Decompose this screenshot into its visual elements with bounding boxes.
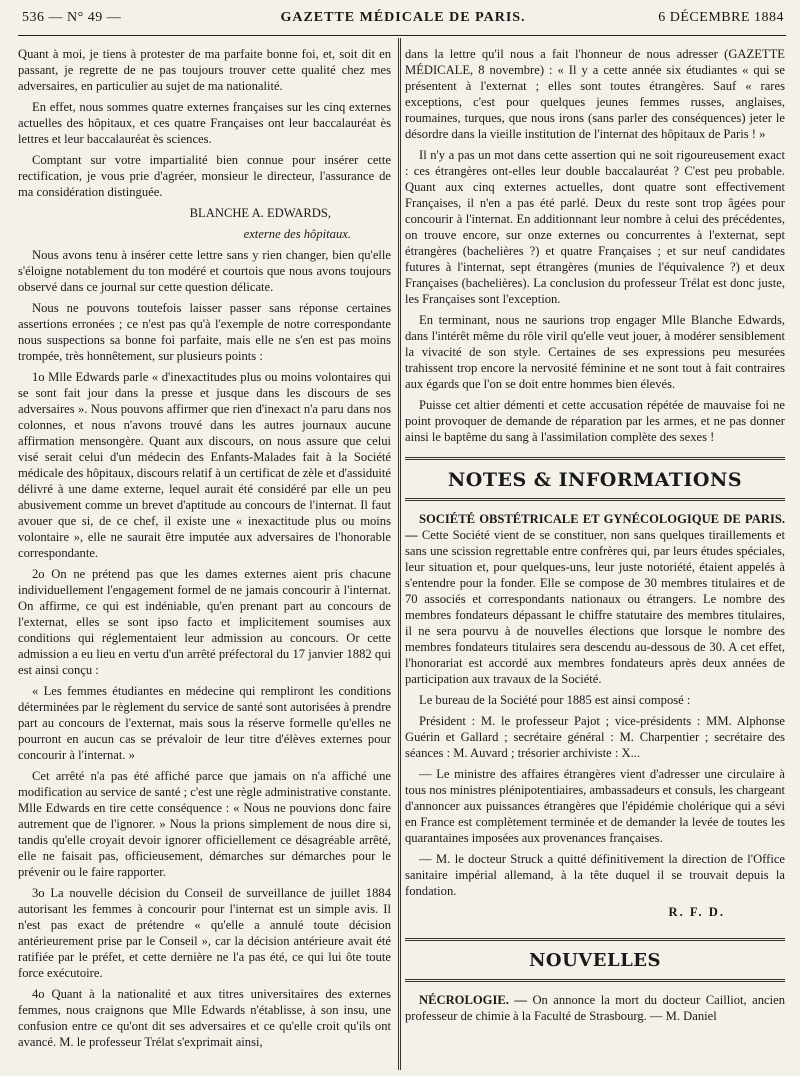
- section-heading-nouvelles: NOUVELLES: [405, 938, 785, 982]
- paragraph: 1o Mlle Edwards parle « d'inexactitudes plus ou moins volontaires qui se sont fait jour dans la presse et jusque dans les discours de ses adversaires ». Nous pouvons affirmer que rien d'inexact n'a paru dans nos colonnes, et nous n'avons trouvé dans les autres journaux aucune affirmation mensongère. Quant aux discours, on nous assure que celui visé serait celui d'un médecin des Enfants-Malades fait à la Société médicale des hôpitaux, discours relatif à un certificat de zèle et d'assiduité délivré à une dame externe, lequel aurait été considéré par elle un peu abusivement comme un brevet d'aptitude au concours de l'internat. Il faut avouer que si, de ce chef, il existe une « inexactitude plus ou moins volontaire », elle ne saurait être imputée aux adversaires de l'honorable correspondante.: [18, 370, 391, 560]
- paragraph: En terminant, nous ne saurions trop engager Mlle Blanche Edwards, dans l'intérêt même du rôle viril qu'elle veut jouer, à modérer sensiblement la vivacité de son style. Certaines de ses expressions peu mesurées trahissent trop encore la nervosité féminine et ne sont tout à fait contraires aux égards que l'on se doit entre hommes bien élevés.: [405, 313, 785, 391]
- paragraph: Nous avons tenu à insérer cette lettre sans y rien changer, bien qu'elle s'éloigne notablement du ton modéré et courtois que nous avons toujours observé dans ce journal sur cette question délicate.: [18, 248, 391, 294]
- news-item: [405, 511, 785, 687]
- page-number: 536 — N° 49 —: [22, 10, 122, 25]
- paragraph: Il n'y a pas un mot dans cette assertion qui ne soit rigoureusement exact : ces étrangères ont-elles leur double baccalauréat ? C'est peu probable. Quant aux cinq externes actuelles, dont quatre sont effectivement Françaises, il n'en a pas été parlé. Deux du reste sont trop âgées pour concourir à l'internat. En additionnant leur nombre à celui des précédentes, on trouve encore, sur onze externes ou concurrentes à l'externat, sept étrangères (bachelières ?) et quatre Françaises ; et sur neuf candidates futures à l'internat, sept étrangères (munies de l'équivalence ?) et deux Françaises (bachelières). La conclusion du professeur Trélat est donc juste, les Françaises sont l'exception.: [405, 148, 785, 306]
- section-signature: R. F. D.: [668, 905, 725, 919]
- header-rule: [18, 35, 786, 36]
- paragraph: Cet arrêté n'a pas été affiché parce que jamais on n'a affiché une modification au service de santé ; c'est une règle administrative constante. Mlle Edwards en tire cette conséquence : « Nous ne pouvions donc faire autrement que de l'ignorer. » Nous la prions simplement de nous dire si, tandis qu'elle croyait devoir ignorer officiellement ce désagréable arrêté, elle ne faisait pas, officieusement, démarches sur démarches pour le prévenir ou le faire rapporter.: [18, 769, 391, 879]
- news-item-text: Cette Société vient de se constituer, non sans quelques tiraillements et sans une scission regrettable entre confrères qui, par leurs études spéciales, leur situation et, pour quelques-uns, leur juste notoriété, étaient appelés à s'entendre pour la fonder. Elle se compose de 30 membres titulaires et de 70 associés et correspondants nationaux ou étrangers. Le nombre des membres fondateurs dépassant le chiffre statutaire des membres titulaires, il ne sera pourvu à de nouvelles élections que lorsque le nombre des membres fondateurs titulaires sera descendu au-dessous de 30. A cet effet, l'honorariat est accordé aux membres fondateurs après deux années de participation aux travaux de la Société.: [405, 528, 785, 686]
- paragraph: Quant à moi, je tiens à protester de ma parfaite bonne foi, et, soit dit en passant, je regrette de ne pas toujours trouver cette qualité chez mes adversaires, en particulier au sujet de ma nationalité.: [18, 47, 391, 93]
- news-item-text: On annonce la mort du docteur Cailliot, ancien professeur de chimie à la Faculté de Strasbourg. — M. Daniel: [405, 993, 785, 1023]
- news-item-lead: SOCIÉTÉ OBSTÉTRICALE ET GYNÉCOLOGIQUE DE PARIS. —: [405, 512, 785, 542]
- paragraph: 2o On ne prétend pas que les dames externes aient pris chacune individuellement l'engagement formel de ne jamais concourir à l'internat. On affirme, ce qui est indéniable, qu'en prenant part au concours de l'externat, elles se sont ipso facto et implicitement soumises aux conditions qui réglementaient leur admission au concours. Or cette admission a eu lieu en vertu d'un arrêté préfectoral du 17 janvier 1882 qui est ainsi conçu :: [18, 567, 391, 677]
- left-column: [18, 46, 391, 1072]
- quoted-decree: « Les femmes étudiantes en médecine qui rempliront les conditions déterminées par le règlement du service de santé sont autorisées à prendre part au concours de l'externat, mais sous la réserve formelle qu'elles ne pourront en aucun cas se prévaloir de leur titre d'élèves externes pour concourir à l'internat. »: [18, 684, 391, 762]
- letter-signature-role: externe des hôpitaux.: [243, 227, 351, 241]
- news-item: — Le ministre des affaires étrangères vient d'adresser une circulaire à tous nos ministres plénipotentiaires, ambassadeurs et consuls, les chargeant d'annoncer aux puissances étrangères que l'épidémie cholérique qui a sévi en France est complètement terminée et de demander la levée de toutes les quarantaines imposées aux provenances françaises.: [405, 767, 785, 845]
- column-divider: [398, 38, 401, 1070]
- issue-date: 6 DÉCEMBRE 1884: [658, 10, 784, 25]
- letter-signature-name: BLANCHE A. EDWARDS,: [189, 206, 331, 220]
- paragraph: Comptant sur votre impartialité bien connue pour insérer cette rectification, je vous prie d'agréer, monsieur le directeur, l'assurance de ma considération distinguée.: [18, 153, 391, 199]
- paragraph: Président : M. le professeur Pajot ; vice-présidents : MM. Alphonse Guérin et Gallard ; secrétaire général : M. Charpentier ; secrétaire des séances : M. Auvard ; trésorier archiviste : X...: [405, 714, 785, 760]
- paragraph: 4o Quant à la nationalité et aux titres universitaires des externes femmes, nous craignons que Mlle Edwards n'établisse, à son insu, une confusion entre ce qu'ont dit ses adversaires et ce qu'elle croit qu'ils ont avancé. M. le professeur Trélat s'exprimait ainsi,: [18, 987, 391, 1049]
- news-item: [405, 992, 785, 1024]
- right-column: [405, 46, 785, 1072]
- paragraph: Puisse cet altier démenti et cette accusation répétée de mauvaise foi ne point provoquer de demande de réparation par les armes, et ne pas donner ainsi le baptême du sang à l'assimilation complète des sexes !: [405, 398, 785, 444]
- paragraph: Le bureau de la Société pour 1885 est ainsi composé :: [419, 693, 691, 707]
- paragraph: Nous ne pouvons toutefois laisser passer sans réponse certaines assertions erronées ; ce n'est pas qu'à l'exemple de notre correspondante nous suspections sa bonne foi parfaite, mais elle ne s'en est pas moins trompée, très honnêtement, sur plusieurs points :: [18, 301, 391, 363]
- news-item: — M. le docteur Struck a quitté définitivement la direction de l'Office sanitaire impérial allemand, à la tête duquel il se trouvait depuis la fondation.: [405, 852, 785, 898]
- page-header: [22, 10, 784, 32]
- section-heading-notes: NOTES & INFORMATIONS: [405, 457, 785, 501]
- journal-title: GAZETTE MÉDICALE DE PARIS.: [280, 10, 526, 25]
- paragraph: dans la lettre qu'il nous a fait l'honneur de nous adresser (GAZETTE MÉDICALE, 8 novembre) : « Il y a cette année six étudiantes « qui se présentent à l'externat ; elles sont toutes étrangères. Sauf « rares exceptions, c'est pour quelques jeunes femmes russes, anglaises, roumaines, turques, que nous irons (sans parler des conséquences) jeter le désordre dans la vieille institution de l'internat des hôpitaux de Paris ! »: [405, 47, 785, 141]
- news-item-lead: NÉCROLOGIE. —: [419, 993, 527, 1007]
- paragraph: En effet, nous sommes quatre externes françaises sur les cinq externes actuelles des hôpitaux, et ces quatre Françaises ont leur baccalauréat ès lettres et leur baccalauréat ès sciences.: [18, 100, 391, 146]
- paragraph: 3o La nouvelle décision du Conseil de surveillance de juillet 1884 autorisant les femmes à concourir pour l'internat est un simple avis. Il n'est pas exact de prétendre « qu'elle a annulé toute décision antérieurement prise par le Conseil », car la décision antérieure avait été ratifiée par le préfet, et cette dernière ne l'a pas été, ce qui lui ôte toute force exécutoire.: [18, 886, 391, 980]
